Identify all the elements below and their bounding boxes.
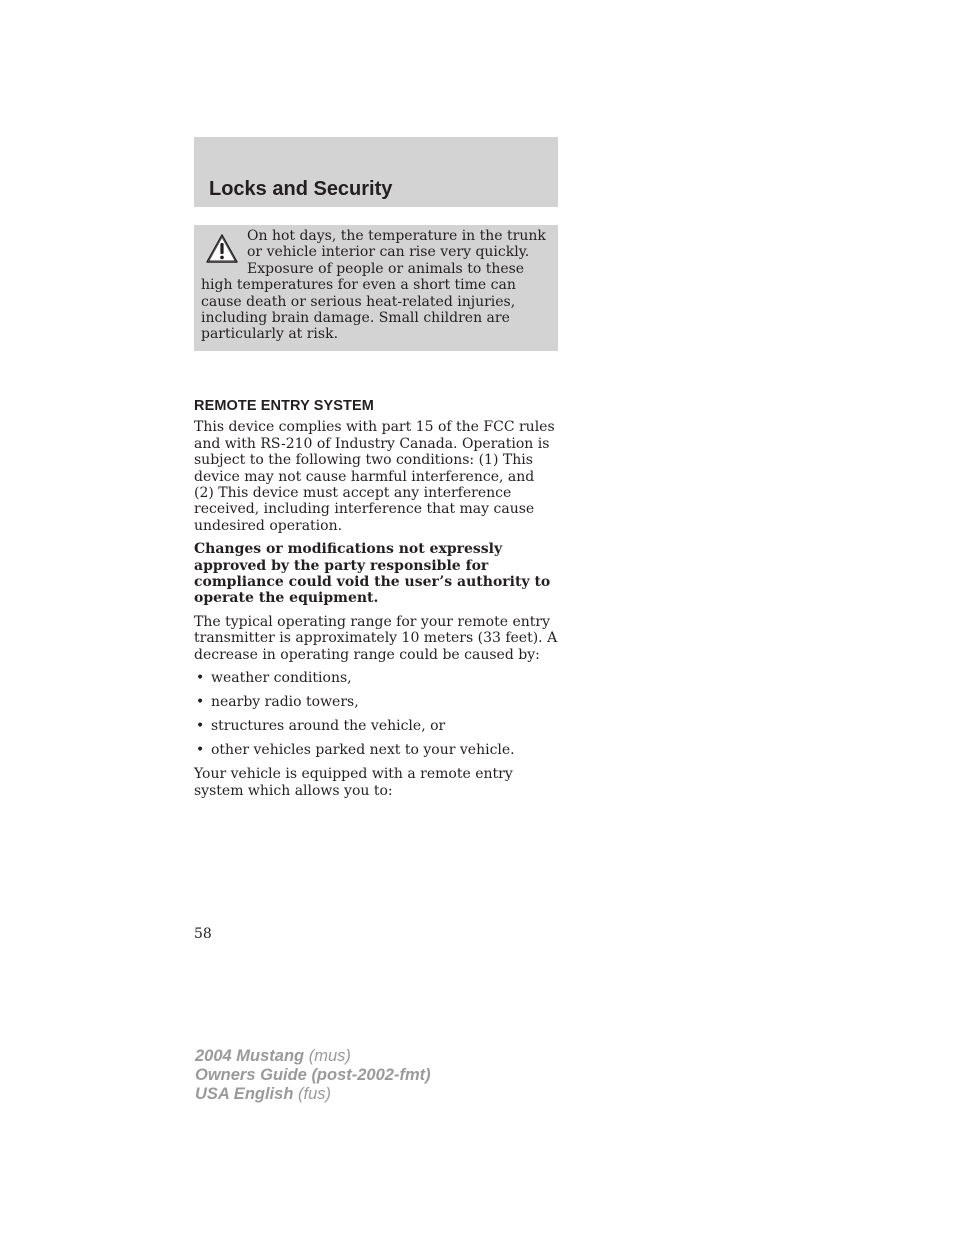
section-heading: REMOTE ENTRY SYSTEM (194, 398, 374, 414)
bullet-icon: • (196, 694, 205, 711)
warning-text: On hot days, the temperature in the trunk or vehicle interior can rise very quickly. Exposure of people or animals to these high temperatures for even a short time can cause death or serious heat-related injuries, including brain damage. Small children are particularly at risk. (201, 228, 546, 343)
footer (195, 1047, 431, 1104)
warning-box (194, 225, 558, 351)
list-item: • weather conditions, (196, 670, 352, 687)
section-header (194, 137, 558, 207)
list-item: • nearby radio towers, (196, 694, 359, 711)
bullet-icon: • (196, 742, 205, 759)
page-title: Locks and Security (209, 178, 393, 200)
paragraph-modifications: Changes or modifications not expressly approved by the party responsible for compliance could void the user’s authority to operate the equipment. (194, 541, 551, 607)
bullet-icon: • (196, 670, 205, 687)
section-remote-entry (194, 398, 558, 806)
footer-line-2: Owners Guide (post-2002-fmt) (195, 1066, 431, 1084)
paragraph-range: The typical operating range for your remote entry transmitter is approximately 10 meters (33 feet). A decrease in operating range could be caused by: (194, 613, 558, 663)
list-item: • other vehicles parked next to your vehicle. (196, 742, 515, 759)
footer-line-3: USA English (fus) (195, 1085, 331, 1103)
paragraph-fcc: This device complies with part 15 of the FCC rules and with RS-210 of Industry Canada. Operation is subject to the following two conditions: (1) This device may not cause harmful interference, and (2) This device must accept any interference received, including interference that may cause undesired operation. (194, 419, 555, 534)
paragraph-equipped: Your vehicle is equipped with a remote entry system which allows you to: (194, 766, 513, 799)
bullet-list (194, 670, 558, 758)
list-item: • structures around the vehicle, or (196, 718, 446, 735)
bullet-icon: • (196, 718, 205, 735)
warning-triangle-icon (205, 232, 239, 266)
footer-line-1: 2004 Mustang (mus) (195, 1047, 351, 1065)
page-number: 58 (194, 926, 212, 942)
